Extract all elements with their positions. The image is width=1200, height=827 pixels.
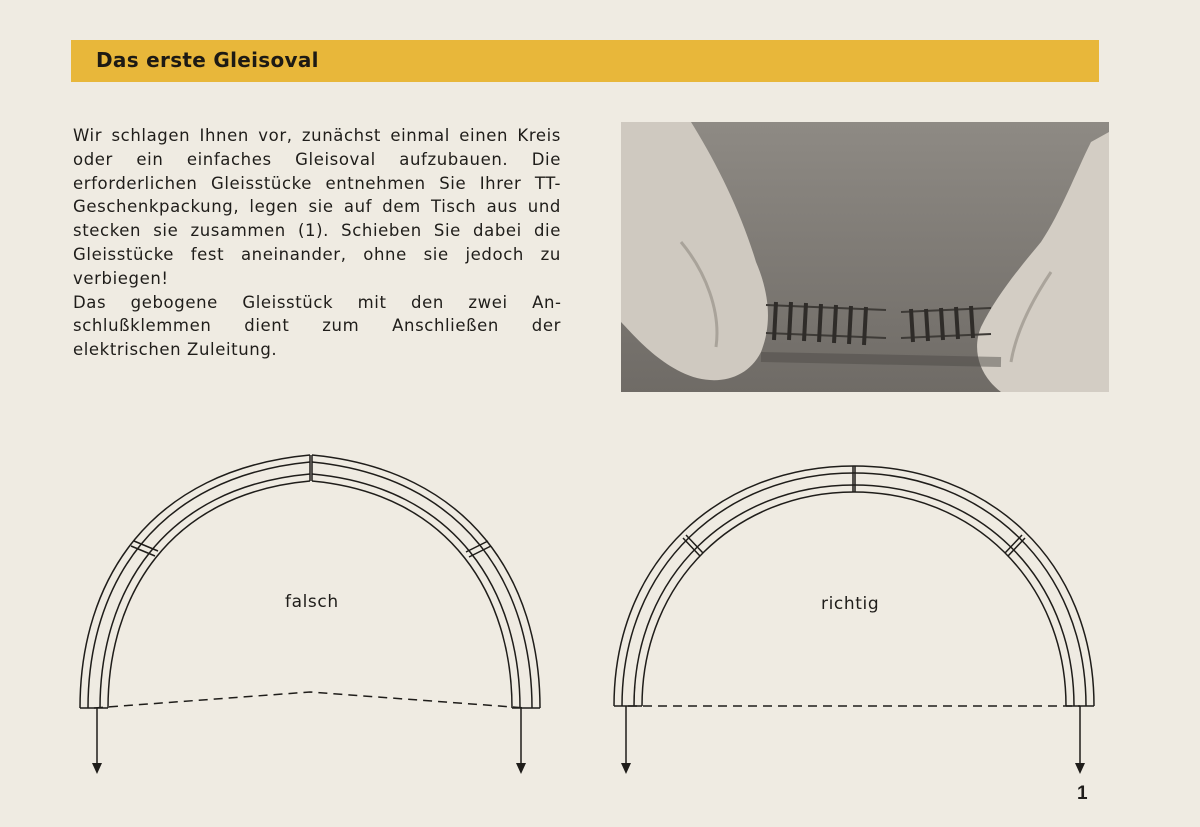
intro-paragraph-2: Das gebogene Gleisstück mit den zwei Anschlußklemmen dient zum Anschließen der elektrischen Zuleitung.: [73, 292, 561, 360]
label-richtig: richtig: [821, 594, 880, 614]
arrow-right-a: [621, 763, 631, 774]
intro-paragraph-1: Wir schlagen Ihnen vor, zunächst einmal einen Kreis oder ein einfaches Gleisoval aufzubauen. Die erforderlichen Gleisstücke entnehmen Sie Ihrer TT-Geschenkpackung, legen sie auf dem Tisch aus und stecken sie zusammen (1). Schieben Sie dabei die Gleisstücke fest aneinander, ohne sie jedoch zu verbiegen!: [73, 126, 561, 288]
arrow-left-b: [516, 763, 526, 774]
arrow-left-a: [92, 763, 102, 774]
label-falsch: falsch: [285, 592, 339, 612]
diagram-richtig: [614, 466, 1094, 765]
arrow-right-b: [1075, 763, 1085, 774]
page-number: 1: [1077, 783, 1088, 804]
page-title: Das erste Gleisoval: [96, 48, 319, 72]
